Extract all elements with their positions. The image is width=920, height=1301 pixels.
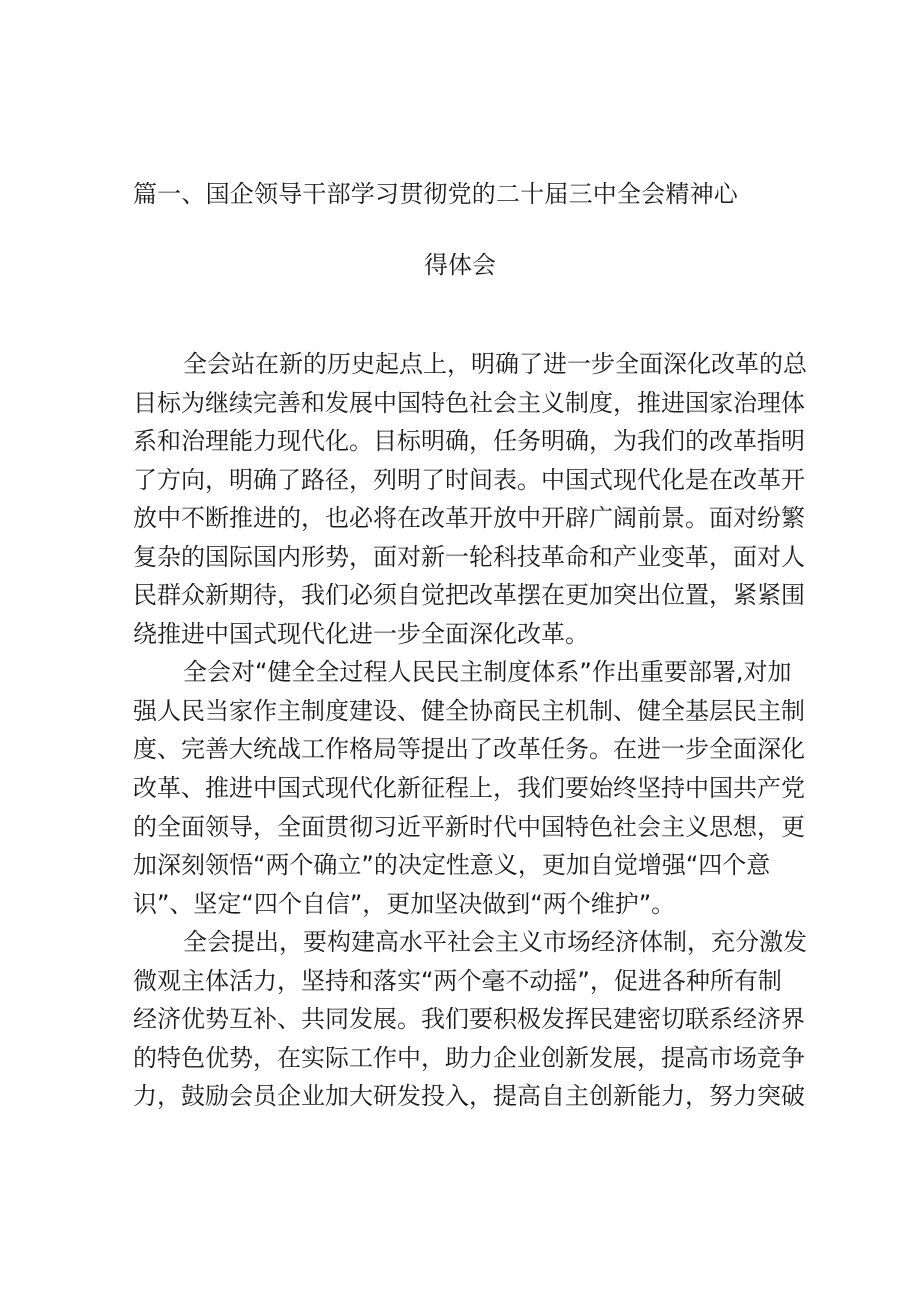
text-line: 全会站在新的历史起点上，明确了进一步全面深化改革的总: [183, 350, 807, 378]
text-line: 强人民当家作主制度建设、健全协商民主机制、健全基层民主制: [133, 696, 805, 725]
text-line: 全会提出，要构建高水平社会主义市场经济体制，充分激发: [183, 928, 807, 957]
text-line: 改革、推进中国式现代化新征程上，我们要始终坚持中国共产党: [133, 774, 805, 803]
document-body: [133, 345, 807, 1116]
text-line: 的全面领导，全面贯彻习近平新时代中国特色社会主义思想，更: [133, 812, 805, 841]
text-line: 绕推进中国式现代化进一步全面深化改革。: [133, 619, 589, 648]
text-line: 目标为继续完善和发展中国特色社会主义制度，推进国家治理体: [133, 388, 805, 417]
paragraph: [133, 653, 805, 923]
text-line: 系和治理能力现代化。目标明确，任务明确，为我们的改革指明: [133, 427, 805, 456]
text-line: 微观主体活力，坚持和落实“两个毫不动摇”，促进各种所有制: [133, 966, 782, 995]
text-line: 度、完善大统战工作格局等提出了改革任务。在进一步全面深化: [133, 735, 805, 764]
title-line-1: 篇一、国企领导干部学习贯彻党的二十届三中全会精神心: [133, 180, 738, 208]
text-line: 了方向，明确了路径，列明了时间表。中国式现代化是在改革开: [133, 465, 805, 494]
text-line: 放中不断推进的，也必将在改革开放中开辟广阔前景。面对纷繁: [133, 504, 805, 533]
text-line: 经济优势互补、共同发展。我们要积极发挥民建密切联系经济界: [133, 1005, 805, 1034]
text-line: 民群众新期待，我们必须自觉把改革摆在更加突出位置，紧紧围: [133, 581, 805, 610]
title-line-2: 得体会: [424, 251, 496, 279]
text-line: 加深刻领悟“两个确立”的决定性意义，更加自觉增强“四个意: [133, 851, 771, 880]
text-line: 的特色优势，在实际工作中，助力企业创新发展，提高市场竞争: [133, 1043, 805, 1072]
text-line: 识”、坚定“四个自信”，更加坚决做到“两个维护”。: [133, 889, 676, 918]
text-line: 复杂的国际国内形势，面对新一轮科技革命和产业变革，面对人: [133, 542, 805, 571]
paragraph: [133, 345, 807, 653]
text-line: 力，鼓励会员企业加大研发投入，提高自主创新能力，努力突破: [133, 1082, 805, 1111]
paragraph: [133, 923, 807, 1116]
text-line: 全会对“健全全过程人民民主制度体系”作出重要部署,对加: [183, 658, 792, 687]
